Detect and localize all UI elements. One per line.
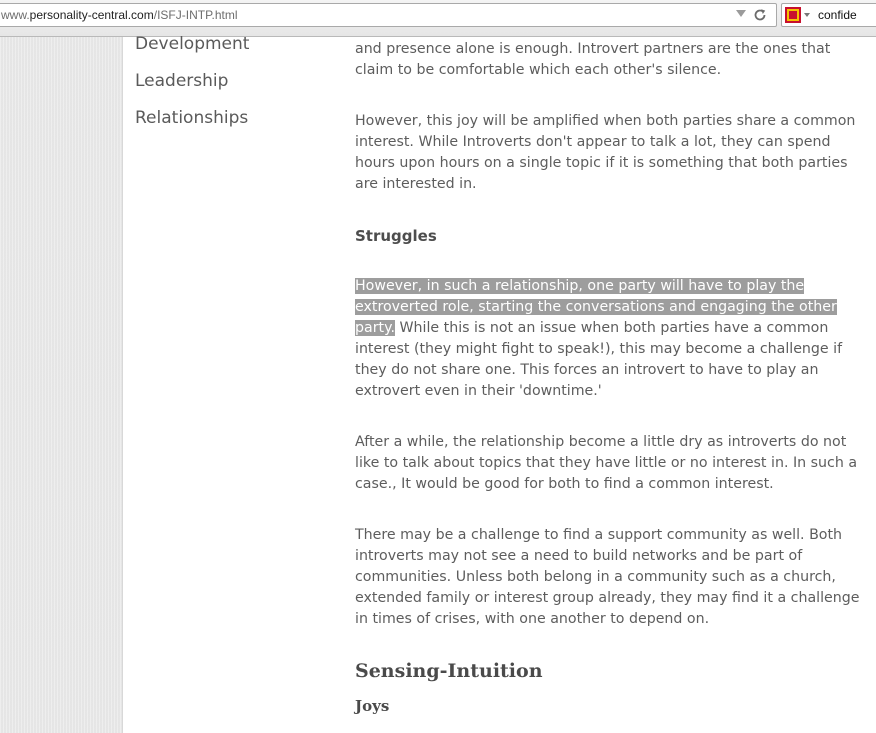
url-path: /ISFJ-INTP.html: [153, 8, 238, 22]
sidebar-item-leadership[interactable]: Leadership: [135, 71, 229, 91]
search-bar[interactable]: [781, 3, 876, 27]
url-prefix: www.: [1, 8, 30, 22]
heading-sensing-intuition: Sensing-Intuition: [355, 660, 543, 682]
address-bar[interactable]: [0, 3, 777, 27]
heading-struggles: Struggles: [355, 227, 437, 245]
paragraph-support-community: There may be a challenge to find a support community as well. Both introverts may not see a need to build networks and be part of communities. Unless both belong in a community such as a church, extended family or interest group already, they may find it a challenge in times of crises, with one another to depend on.: [355, 527, 860, 627]
url-domain: personality-central.com: [29, 8, 154, 22]
paragraph-struggle: [355, 276, 860, 402]
sidebar-item-development[interactable]: Development: [135, 34, 250, 54]
paragraph-relationship-dry: After a while, the relationship become a little dry as introverts do not like to talk about topics that they have little or no interest in. In such a case., It would be good for both to find a common interest.: [355, 434, 858, 492]
page-background: [0, 37, 122, 733]
url-history-dropdown-icon[interactable]: [736, 10, 746, 17]
paragraph-joy-amplified: However, this joy will be amplified when both parties share a common interest. While Introverts don't appear to talk a lot, they can spend hours upon hours on a single topic if it is something that both parties are interested in.: [355, 113, 856, 192]
search-engine-icon[interactable]: [785, 7, 801, 23]
heading-joys: Joys: [355, 697, 390, 715]
url-text[interactable]: [1, 8, 238, 22]
sidebar-item-relationships[interactable]: Relationships: [135, 108, 249, 128]
paragraph-struggle-rest: While this is not an issue when both parties have a common interest (they might fight to speak!), this may become a challenge if they do not share one. This forces an introvert to have to play an extrovert even in their 'downtime.': [355, 320, 843, 399]
browser-toolbar: [0, 0, 876, 37]
paragraph-silence: and presence alone is enough. Introvert partners are the ones that claim to be comfortable which each other's silence.: [355, 41, 831, 78]
search-input[interactable]: confide: [818, 8, 857, 22]
selected-text[interactable]: However, in such a relationship, one party will have to play the extroverted role, starting the conversations and engaging the other party.: [355, 278, 837, 336]
search-engine-dropdown-icon[interactable]: [804, 13, 810, 17]
reload-icon[interactable]: [751, 6, 769, 24]
